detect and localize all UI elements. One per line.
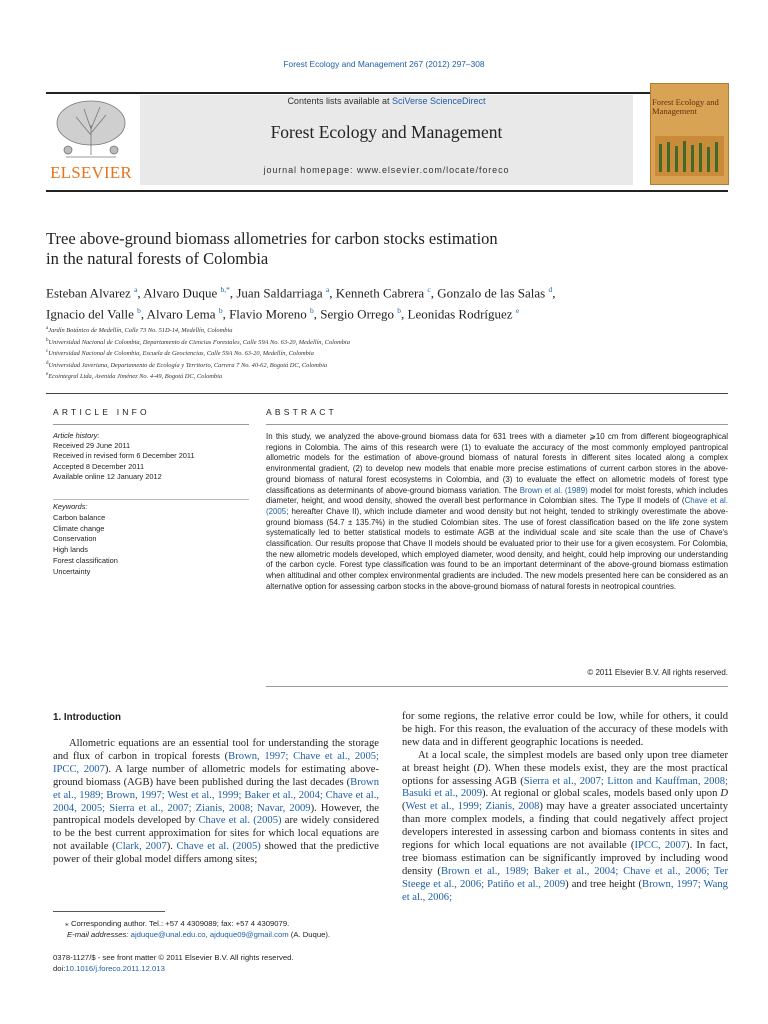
body-text: ). When these models exist, they are the most practical options for assessing AGB ( [402, 762, 728, 787]
author-name: , Kenneth Cabrera [329, 285, 428, 301]
body-text: ( [402, 801, 406, 813]
author-affiliation-mark[interactable]: b,* [220, 285, 230, 294]
issn-block [53, 952, 453, 975]
journal-homepage-line [140, 165, 633, 175]
author-name: , Flavio Moreno [222, 306, 310, 322]
history-item: Received in revised form 6 December 2011 [53, 451, 195, 461]
history-list [53, 441, 249, 482]
affiliation-mark: b [46, 337, 49, 343]
abstract-seg-2: model for moist forests, which includes diameter, height, and wood density, showed the overall best performance in Colombian sites. The Type II models of ( [266, 485, 729, 506]
author-affiliation-mark[interactable]: b [137, 305, 141, 315]
citation-link[interactable]: Brown, 1997; Wang et al., 2006; [402, 878, 728, 903]
citation-link[interactable]: Clark, 2007 [115, 841, 167, 853]
history-item: Received 29 June 2011 [53, 441, 131, 451]
author-name: , [552, 285, 556, 301]
history-item: Available online 12 January 2012 [53, 471, 162, 481]
abstract-text [266, 432, 728, 593]
doi-line [53, 963, 453, 974]
footnote [53, 918, 379, 941]
body-text: are widely considered to be the best current approximation for sites for which local equations are not available ( [53, 815, 379, 853]
email-link-1[interactable]: ajduque@unal.edu.co [130, 930, 206, 940]
author-name: Ignacio del Valle [46, 306, 138, 322]
doi-link[interactable]: 10.1016/j.foreco.2011.12.013 [65, 964, 165, 974]
email-label: E-mail addresses: [67, 930, 129, 940]
body-text: At a local scale, the simplest models are based only upon tree diameter at breast height ( [402, 749, 728, 774]
affiliation-item [46, 359, 666, 371]
author-affiliation-mark[interactable]: e [515, 305, 520, 315]
affiliation-item [46, 324, 666, 336]
abstract-bottom-rule [266, 686, 728, 687]
abstract-rule [266, 424, 728, 425]
affiliation-text: Ecointegral Ltda, Avenida Jiménez No. 4-49, Bogotá DC, Colombia [48, 373, 223, 381]
author-name: , Gonzalo de las Salas [430, 285, 549, 301]
journal-title: Forest Ecology and Management [270, 122, 503, 142]
keywords-block [53, 502, 249, 578]
abstract-seg-1: In this study, we analyzed the above-ground biomass data for 631 trees with a diameter ⩾10 cm from different biogeographical regions in Colombia. The aims of this research were (1) to evaluate the accuracy of the most commonly employed pantropical allometric models for the estimation of above-ground biomass of natural forests in different sites located along a complex environmental gradient, (2) to develop new models that enable more precise estimations of current carbon stores in the above-ground biomass of natural forest ecosystems in Colombia, and (3) to evaluate the effect on allometric models of forest type classifications as determinants of above-ground biomass variation. The [266, 432, 728, 495]
author-affiliation-mark[interactable]: b [397, 305, 401, 315]
author-affiliation-mark[interactable]: d [548, 285, 553, 294]
keyword-item: Conservation [53, 534, 97, 544]
body-text: ). However, the pantropical models developed by [53, 802, 379, 827]
affiliation-mark: c [46, 349, 49, 355]
header-bottom-rule [46, 190, 728, 192]
body-text: ) may have a greater associated uncertainty than more complex models, a finding that could negatively affect project developers interested in assessing carbon and biomass contents in sites and regions for which local equations are not available ( [402, 801, 728, 852]
affiliation-item [46, 370, 666, 382]
keywords-label: Keywords: [53, 502, 88, 511]
author-affiliation-mark[interactable]: a [325, 285, 330, 294]
homepage-prefix: journal homepage: [263, 165, 357, 175]
section-divider [46, 393, 728, 394]
corresponding-author: ⁎ Corresponding author. Tel.: +57 4 4309089; fax: +57 4 4309079. [65, 919, 290, 928]
citation-link[interactable]: Chave et al. (2005) [198, 815, 282, 827]
abstract-heading: ABSTRACT [266, 407, 337, 417]
sciencedirect-link[interactable]: SciVerse ScienceDirect [392, 96, 486, 106]
affiliations [46, 324, 666, 382]
author-affiliation-mark[interactable]: b [309, 305, 314, 315]
citation-link[interactable]: IPCC, 2007 [634, 840, 687, 852]
intro-paragraph-2 [402, 750, 728, 905]
author-name: , Sergio Orrego [313, 306, 398, 322]
footnote-rule [53, 911, 165, 912]
body-text: showed that the predictive power of their global model differs among sites; [53, 841, 379, 866]
article-info-rule [53, 424, 249, 425]
doi-prefix: doi: [53, 964, 66, 974]
author-affiliation-mark[interactable]: c [427, 285, 431, 294]
affiliation-text: Universidad Nacional de Colombia, Escuela de Geociencias, Calle 59A No. 63-20, Medellín, Colombia [48, 350, 314, 358]
intro-paragraph-1 [53, 738, 379, 867]
journal-citation[interactable]: Forest Ecology and Management 267 (2012) 297–308 [283, 59, 485, 69]
keyword-item: Uncertainty [53, 566, 91, 576]
author-affiliation-mark[interactable]: a [134, 285, 138, 294]
author-name: , Leonidas Rodríguez [401, 306, 516, 322]
abstract-ref-brown-1989[interactable]: Brown et al. (1989) [519, 485, 588, 495]
author-name: Esteban Alvarez [46, 285, 135, 301]
affiliation-item [46, 347, 666, 359]
email-line: E-mail addresses: ajduque@unal.edu.co, ajduque09@gmail.com (A. Duque). [67, 930, 331, 940]
affiliation-mark: e [46, 372, 49, 378]
history-item: Accepted 8 December 2011 [53, 461, 145, 471]
body-text: Allometric equations are an essential tool for understanding the storage and flux of carbon in tropical forests ( [53, 738, 379, 762]
contents-lists-line [140, 96, 633, 106]
body-text: ). In fact, tree biomass estimation can be significantly improved by including wood density ( [402, 840, 728, 877]
copyright: © 2011 Elsevier B.V. All rights reserved. [587, 668, 728, 677]
issn-line: 0378-1127/$ - see front matter © 2011 Elsevier B.V. All rights reserved. [53, 953, 294, 962]
authors-line-1 [46, 281, 746, 302]
author-list [46, 281, 746, 323]
author-name: , Alvaro Duque [137, 285, 221, 301]
header-top-rule [46, 92, 728, 94]
citation-link[interactable]: Brown, 1997; Chave et al., 2005; IPCC, 2007 [53, 750, 379, 775]
affiliation-mark: d [46, 360, 49, 366]
affiliation-text: Universidad Javeriana, Departamento de Ecología y Territorio, Carrera 7 No. 40-62, Bogotá DC, Colombia [48, 361, 328, 369]
article-info-heading: ARTICLE INFO [53, 407, 150, 417]
intro-paragraph-continued: for some regions, the relative error could be low, while for others, it could be high. For this reason, the evaluation of the accuracy of these models with new data and in different geographic locations is needed. [402, 711, 728, 748]
email-suffix: (A. Duque). [288, 930, 331, 940]
history-label: Article history: [53, 431, 100, 440]
elsevier-wordmark: ELSEVIER [50, 163, 132, 182]
author-affiliation-mark[interactable]: b [218, 305, 223, 315]
variable-symbol: D [476, 762, 485, 774]
cover-title: Forest Ecology and Management [652, 97, 719, 116]
keyword-item: Carbon balance [53, 512, 106, 522]
affiliation-mark: a [46, 326, 49, 331]
affiliation-text: Universidad Nacional de Colombia, Departamento de Ciencias Forestales, Calle 59A No. 63-20, Medellín, Colombia [48, 338, 350, 346]
author-name: , Juan Saldarriaga [229, 285, 326, 301]
keyword-item: High lands [53, 545, 88, 555]
keyword-item: Climate change [53, 523, 105, 533]
keywords-rule [53, 499, 249, 500]
citation-link[interactable]: Brown et al., 1989; Brown, 1997; West et al., 1999; Baker et al., 2004; Chave et al., 2004, 2005; Sierra et al., 2007; Zianis, 2008; Navar, 2009 [53, 776, 379, 814]
body-text: ). [166, 841, 177, 853]
article-title [46, 229, 666, 268]
body-text: ). A large number of allometric models for estimating above-ground biomass (AGB) have been published during the last decades ( [53, 763, 379, 788]
abstract-seg-3: ; hereafter Chave II), which include diameter and wood density but not height, tended to strikingly overestimate the above-ground biomass (54.7 ± 135.7%) in the studied Colombian sites. The use of forest classification based on the life zone system systematically led to better statistical models to estimate AGB at the individual scale and site scale than the use of Chave's classification. Our results propose that Chave II models should be evaluated prior to their use for a given ecosystem. For Colombia, the new allometric models developed, which employed diameter, wood density, and height, could help improving our understanding of the carbon cycle. Forest type classification was found to be an important determinant of the above-ground biomass estimation when altitudinal and other complex environmental gradients are included. The new models presented here can be considered as an alternative option for assessing carbon stocks in the above-ground biomass of natural forests in neotropical countries. [266, 506, 728, 591]
contents-prefix: Contents lists available at [287, 96, 392, 106]
keyword-item: Forest classification [53, 555, 118, 565]
variable-symbol: D [720, 788, 728, 800]
body-text: ) and tree height ( [565, 878, 643, 890]
body-column-left [53, 738, 379, 867]
citation-link[interactable]: Brown et al., 1989; Baker et al., 2004; Chave et al., 2006; Ter Steege et al., 2006; Patiño et al., 2009 [402, 865, 729, 890]
citation-link[interactable]: Chave et al. (2005) [176, 841, 261, 853]
introduction-heading: 1. Introduction [53, 712, 122, 723]
abstract-ref-chave-2005[interactable]: Chave et al. (2005 [266, 496, 729, 516]
homepage-url[interactable]: www.elsevier.com/locate/foreco [356, 165, 510, 175]
affiliation-text: Jardín Botánico de Medellín, Calle 73 No. 51D-14, Medellín, Colombia [48, 327, 233, 335]
title-line-2: in the natural forests of Colombia [46, 248, 269, 268]
title-line-1: Tree above-ground biomass allometries for carbon stocks estimation [46, 229, 498, 248]
author-name: , Alvaro Lema [140, 306, 219, 322]
body-column-right [402, 711, 728, 905]
affiliation-item [46, 336, 666, 348]
body-text: ). At regional or global scales, models based only upon [482, 788, 721, 800]
citation-link[interactable]: West et al., 1999; Zianis, 2008 [405, 801, 540, 813]
keywords-list [53, 513, 249, 578]
citation-link[interactable]: Sierra et al., 2007; Litton and Kauffman, 2008; Basuki et al., 2009 [402, 775, 728, 800]
authors-line-2 [46, 302, 746, 323]
article-history [53, 431, 249, 482]
email-link-2[interactable]: ajduque09@gmail.com [209, 930, 289, 940]
